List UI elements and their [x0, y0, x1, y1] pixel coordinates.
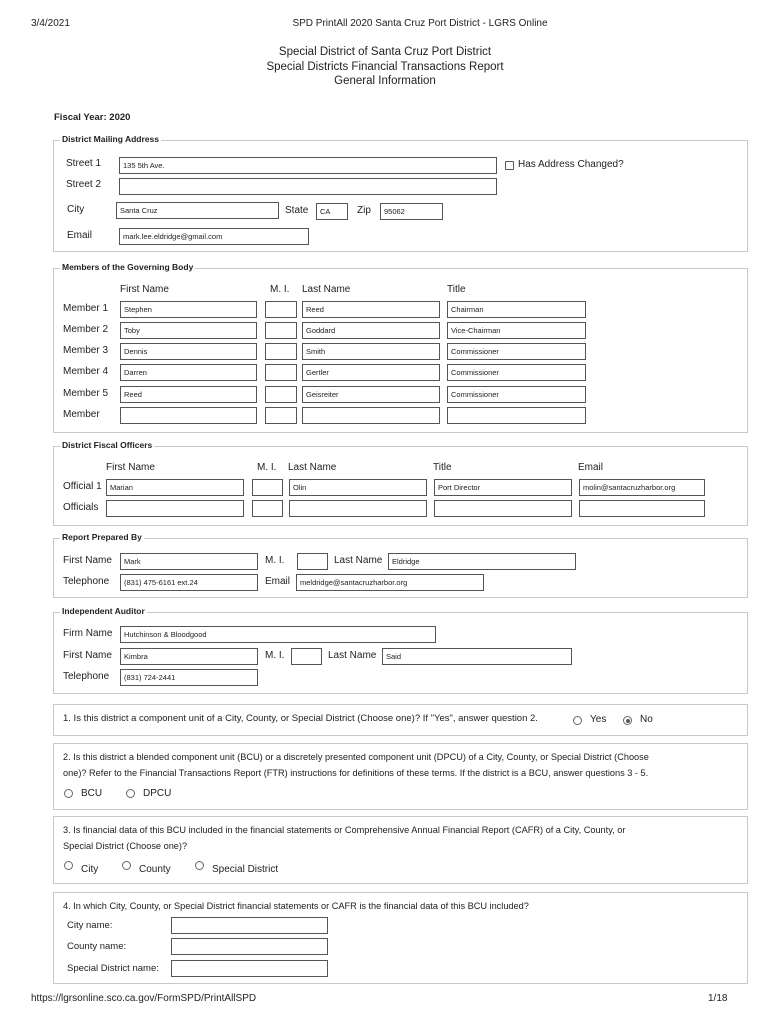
official-last-name[interactable]: Olin	[289, 479, 427, 496]
prepared-mi-label: M. I.	[265, 555, 285, 566]
col-first-name: First Name	[106, 462, 155, 473]
zip-field[interactable]: 95062	[380, 203, 443, 220]
member-label: Member 5	[63, 388, 109, 399]
street2-label: Street 2	[66, 179, 102, 190]
q3-city-radio[interactable]	[64, 861, 73, 870]
state-field[interactable]: CA	[316, 203, 348, 220]
q3-county-label: County	[139, 864, 171, 875]
member-mi[interactable]	[265, 343, 297, 360]
member-mi[interactable]	[265, 322, 297, 339]
official-mi[interactable]	[252, 479, 283, 496]
prepared-last-field[interactable]: Eldridge	[388, 553, 576, 570]
member-title[interactable]: Commissioner	[447, 386, 586, 403]
member-title[interactable]	[447, 407, 586, 424]
q1-yes-radio[interactable]	[573, 716, 582, 725]
print-title: SPD PrintAll 2020 Santa Cruz Port District - LGRS Online	[292, 18, 548, 29]
address-changed-label: Has Address Changed?	[518, 159, 624, 170]
member-first-name[interactable]: Darren	[120, 364, 257, 381]
address-changed-checkbox[interactable]	[505, 161, 514, 170]
official-label: Officials	[63, 502, 99, 513]
print-date: 3/4/2021	[31, 18, 70, 29]
email-field[interactable]: mark.lee.eldridge@gmail.com	[119, 228, 309, 245]
street1-label: Street 1	[66, 158, 102, 169]
section-legend: District Mailing Address	[62, 134, 159, 144]
zip-label: Zip	[357, 205, 371, 216]
col-title: Title	[447, 284, 466, 295]
member-last-name[interactable]: Reed	[302, 301, 440, 318]
auditor-firm-field[interactable]: Hutchinson & Bloodgood	[120, 626, 436, 643]
col-first-name: First Name	[120, 284, 169, 295]
member-title[interactable]: Vice-Chairman	[447, 322, 586, 339]
auditor-mi-field[interactable]	[291, 648, 322, 665]
footer-url: https://lgrsonline.sco.ca.gov/FormSPD/PrintAllSPD	[31, 993, 257, 1004]
q3-special-district-label: Special District	[212, 864, 279, 875]
official-email[interactable]	[579, 500, 705, 517]
section-legend: District Fiscal Officers	[62, 440, 153, 450]
page-number: 1/18	[708, 993, 728, 1004]
member-title[interactable]: Chairman	[447, 301, 586, 318]
q1-no-radio[interactable]	[623, 716, 632, 725]
member-title[interactable]: Commissioner	[447, 343, 586, 360]
prepared-last-label: Last Name	[334, 555, 383, 566]
member-last-name[interactable]: Smith	[302, 343, 440, 360]
official-last-name[interactable]	[289, 500, 427, 517]
question-1-text: 1. Is this district a component unit of a City, County, or Special District (Choose one)? If "Yes", answer question 2.	[63, 713, 538, 724]
col-mi: M. I.	[257, 462, 277, 473]
official-mi[interactable]	[252, 500, 283, 517]
q2-dpcu-radio[interactable]	[126, 789, 135, 798]
prepared-first-field[interactable]: Mark	[120, 553, 258, 570]
report-title-line3: General Information	[334, 75, 436, 87]
city-label: City	[67, 204, 85, 215]
member-label: Member 3	[63, 345, 109, 356]
q2-bcu-radio[interactable]	[64, 789, 73, 798]
member-last-name[interactable]: Geisreiter	[302, 386, 440, 403]
state-label: State	[285, 205, 309, 216]
prepared-email-field[interactable]: meldridge@santacruzharbor.org	[296, 574, 484, 591]
q2-dpcu-label: DPCU	[143, 788, 172, 799]
q4-county-label: County name:	[67, 941, 127, 952]
member-first-name[interactable]: Reed	[120, 386, 257, 403]
email-label: Email	[67, 230, 93, 241]
member-label: Member 4	[63, 366, 109, 377]
question-2-line1: 2. Is this district a blended component unit (BCU) or a discretely presented component unit (DPCU) of a City, County, or Special District (Choose	[63, 752, 649, 762]
q2-bcu-label: BCU	[81, 788, 103, 799]
prepared-first-label: First Name	[63, 555, 112, 566]
member-mi[interactable]	[265, 301, 297, 318]
member-first-name[interactable]	[120, 407, 257, 424]
official-first-name[interactable]: Marian	[106, 479, 244, 496]
fiscal-year: Fiscal Year: 2020	[54, 112, 131, 123]
auditor-phone-field[interactable]: (831) 724-2441	[120, 669, 258, 686]
member-label: Member 2	[63, 324, 109, 335]
col-mi: M. I.	[270, 284, 290, 295]
section-legend: Independent Auditor	[62, 606, 145, 616]
q3-county-radio[interactable]	[122, 861, 131, 870]
member-first-name[interactable]: Dennis	[120, 343, 257, 360]
col-title: Title	[433, 462, 452, 473]
col-last-name: Last Name	[288, 462, 337, 473]
street2-field[interactable]	[119, 178, 497, 195]
question-2-line2: one)? Refer to the Financial Transactions Report (FTR) instructions for definitions of these terms. If the district is a BCU, answer questions 3 - 5.	[63, 768, 649, 778]
q1-no-label: No	[640, 714, 653, 725]
prepared-phone-label: Telephone	[63, 576, 110, 587]
q1-yes-label: Yes	[590, 714, 607, 725]
q4-special-district-label: Special District name:	[67, 963, 159, 974]
street1-field[interactable]: 135 5th Ave.	[119, 157, 497, 174]
official-label: Official 1	[63, 481, 102, 492]
section-legend: Report Prepared By	[62, 532, 142, 542]
question-4-text: 4. In which City, County, or Special District financial statements or CAFR is the financial data of this BCU included?	[63, 901, 529, 911]
prepared-email-label: Email	[265, 576, 291, 587]
q4-county-field[interactable]	[171, 938, 328, 955]
q3-city-label: City	[81, 864, 99, 875]
member-label: Member	[63, 409, 100, 420]
official-title[interactable]: Port Director	[434, 479, 572, 496]
q4-special-district-field[interactable]	[171, 960, 328, 977]
member-mi[interactable]	[265, 386, 297, 403]
member-last-name[interactable]: Gertler	[302, 364, 440, 381]
member-title[interactable]: Commissioner	[447, 364, 586, 381]
auditor-firm-label: Firm Name	[63, 628, 113, 639]
auditor-last-label: Last Name	[328, 650, 377, 661]
member-mi[interactable]	[265, 407, 297, 424]
official-email[interactable]: molin@santacruzharbor.org	[579, 479, 705, 496]
member-last-name[interactable]	[302, 407, 440, 424]
city-field[interactable]: Santa Cruz	[116, 202, 279, 219]
section-legend: Members of the Governing Body	[62, 262, 194, 272]
prepared-phone-field[interactable]: (831) 475-6161 ext.24	[120, 574, 258, 591]
report-title-line1: Special District of Santa Cruz Port District	[278, 46, 492, 58]
member-first-name[interactable]: Toby	[120, 322, 257, 339]
prepared-mi-field[interactable]	[297, 553, 328, 570]
auditor-phone-label: Telephone	[63, 671, 110, 682]
question-3-line1: 3. Is financial data of this BCU included in the financial statements or Comprehensive Annual Financial Report (CAFR) of a City, County, or	[63, 825, 626, 835]
q4-city-field[interactable]	[171, 917, 328, 934]
auditor-first-field[interactable]: Kimbra	[120, 648, 258, 665]
report-title-line2: Special Districts Financial Transactions Report	[266, 61, 504, 73]
question-3-line2: Special District (Choose one)?	[63, 841, 188, 851]
member-first-name[interactable]: Stephen	[120, 301, 257, 318]
auditor-first-label: First Name	[63, 650, 112, 661]
member-label: Member 1	[63, 303, 109, 314]
official-title[interactable]	[434, 500, 572, 517]
col-email: Email	[578, 462, 604, 473]
q4-city-label: City name:	[67, 920, 113, 931]
auditor-last-field[interactable]: Said	[382, 648, 572, 665]
col-last-name: Last Name	[302, 284, 351, 295]
member-mi[interactable]	[265, 364, 297, 381]
member-last-name[interactable]: Goddard	[302, 322, 440, 339]
auditor-mi-label: M. I.	[265, 650, 285, 661]
q3-special-district-radio[interactable]	[195, 861, 204, 870]
official-first-name[interactable]	[106, 500, 244, 517]
